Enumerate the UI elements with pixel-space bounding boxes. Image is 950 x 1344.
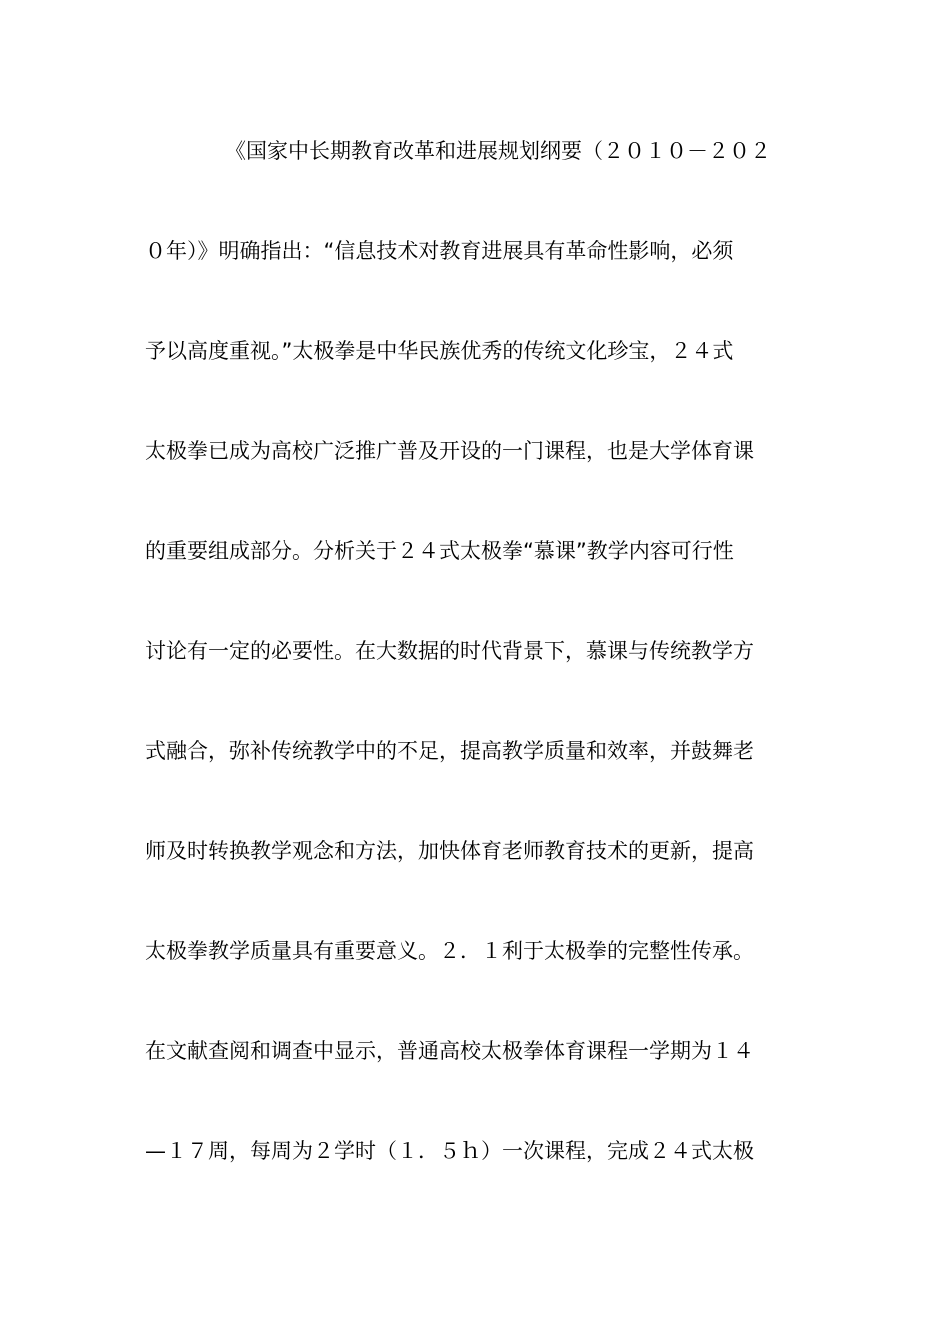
text-line-8: 师及时转换教学观念和方法，加快体育老师教育技术的更新，提高 xyxy=(145,839,754,863)
text-line-6: 讨论有一定的必要性。在大数据的时代背景下，慕课与传统教学方 xyxy=(145,639,754,663)
text-line-7: 式融合，弥补传统教学中的不足，提高教学质量和效率，并鼓舞老 xyxy=(145,739,754,763)
text-line-1: 《国家中长期教育改革和进展规划纲要（２０１０－２０２ xyxy=(225,139,771,163)
body-text xyxy=(145,122,807,1222)
text-line-10: 在文献查阅和调查中显示，普通高校太极拳体育课程一学期为１４ xyxy=(145,1039,754,1063)
text-line-4: 太极拳已成为高校广泛推广普及开设的一门课程，也是大学体育课 xyxy=(145,439,754,463)
text-line-2: ０年）》明确指出：“信息技术对教育进展具有革命性影响，必须 xyxy=(145,239,734,263)
text-line-9: 太极拳教学质量具有重要意义。２．１利于太极拳的完整性传承。 xyxy=(145,939,754,963)
text-line-5: 的重要组成部分。分析关于２４式太极拳“慕课”教学内容可行性 xyxy=(145,539,734,563)
text-line-11: —１７周，每周为２学时（１．５ｈ）一次课程，完成２４式太极 xyxy=(145,1139,754,1163)
text-line-3: 予以高度重视。”太极拳是中华民族优秀的传统文化珍宝，２４式 xyxy=(145,339,734,363)
